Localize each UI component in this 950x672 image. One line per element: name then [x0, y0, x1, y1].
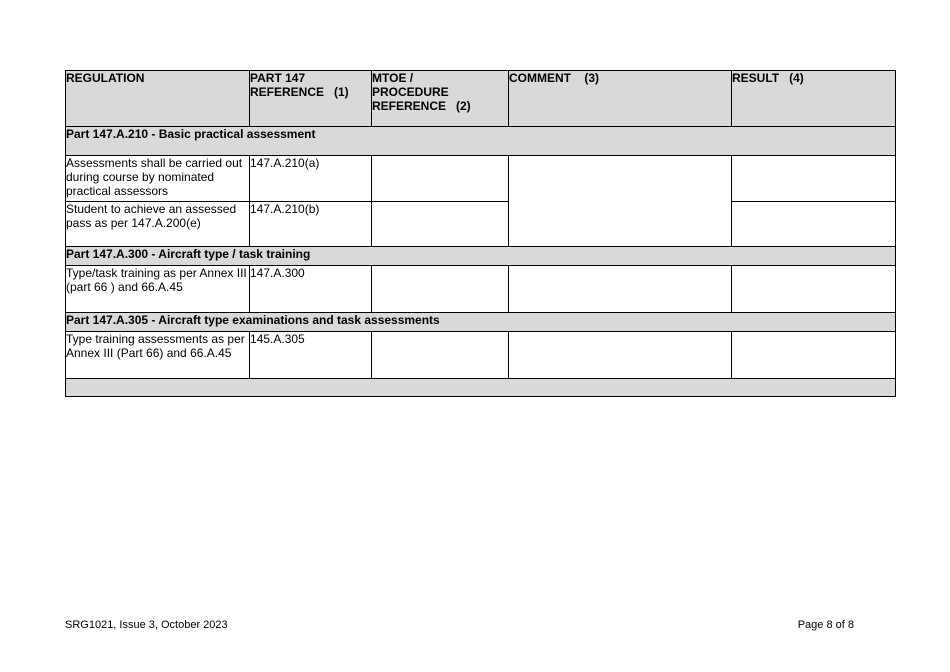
- table-row: [66, 332, 896, 379]
- table-row: [66, 202, 896, 247]
- header-part147-reference: PART 147 REFERENCE (1): [250, 71, 372, 127]
- mtoe-cell[interactable]: [372, 332, 509, 379]
- result-cell[interactable]: [732, 156, 896, 202]
- comment-cell[interactable]: [509, 156, 732, 247]
- mtoe-cell[interactable]: [372, 266, 509, 313]
- table-row: [66, 156, 896, 202]
- reference-cell: 147.A.210(b): [250, 202, 372, 247]
- section-title: Part 147.A.210 - Basic practical assessment: [66, 127, 896, 156]
- section-title: Part 147.A.305 - Aircraft type examinations and task assessments: [66, 313, 896, 332]
- section-row: [66, 313, 896, 332]
- result-cell[interactable]: [732, 266, 896, 313]
- mtoe-cell[interactable]: [372, 202, 509, 247]
- comment-cell[interactable]: [509, 266, 732, 313]
- table-row: [66, 266, 896, 313]
- header-mtoe-reference: MTOE / PROCEDURE REFERENCE (2): [372, 71, 509, 127]
- header-regulation: REGULATION: [66, 71, 250, 127]
- header-row: [66, 71, 896, 127]
- mtoe-cell[interactable]: [372, 156, 509, 202]
- header-comment: COMMENT (3): [509, 71, 732, 127]
- reference-cell: 147.A.210(a): [250, 156, 372, 202]
- section-row: [66, 247, 896, 266]
- result-cell[interactable]: [732, 332, 896, 379]
- reference-cell: 147.A.300: [250, 266, 372, 313]
- regulation-cell: Student to achieve an assessed pass as per 147.A.200(e): [66, 202, 250, 247]
- reference-cell: 145.A.305: [250, 332, 372, 379]
- regulation-cell: Type/task training as per Annex III (part 66 ) and 66.A.45: [66, 266, 250, 313]
- empty-shaded-row: [66, 379, 896, 397]
- page-number: Page 8 of 8: [797, 619, 854, 631]
- comment-cell[interactable]: [509, 332, 732, 379]
- document-reference: SRG1021, Issue 3, October 2023: [65, 619, 228, 631]
- result-cell[interactable]: [732, 202, 896, 247]
- table-footer-bar: [66, 379, 896, 397]
- section-title: Part 147.A.300 - Aircraft type / task training: [66, 247, 896, 266]
- header-result: RESULT (4): [732, 71, 896, 127]
- compliance-table: [65, 70, 896, 397]
- regulation-cell: Type training assessments as per Annex III (Part 66) and 66.A.45: [66, 332, 250, 379]
- regulation-cell: Assessments shall be carried out during course by nominated practical assessors: [66, 156, 250, 202]
- section-row: [66, 127, 896, 156]
